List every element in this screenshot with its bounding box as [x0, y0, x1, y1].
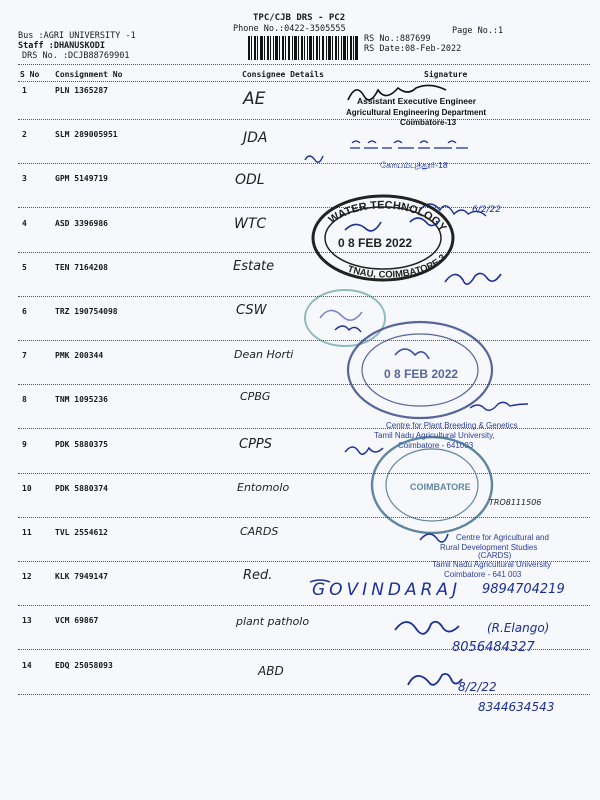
consignee-hand-7: Dean Horti	[234, 348, 294, 361]
row-sno: 13	[22, 616, 32, 625]
wtc-stamp-bottom: TNAU, COIMBATORE-3	[346, 252, 449, 281]
cpps-stamp-ring: COIMBATORE	[410, 482, 471, 492]
row-consignment: KLK 7949147	[55, 572, 108, 581]
row-consignment: PLN 1365287	[55, 86, 108, 95]
row-consignment: PDK 5880375	[55, 440, 108, 449]
col-signature: Signature	[424, 70, 468, 79]
consignee-hand-6: CSW	[236, 303, 267, 318]
row-sno: 5	[22, 263, 27, 272]
row-divider	[18, 517, 590, 518]
header-divider-top	[18, 64, 590, 65]
row-consignment: ASD 3396986	[55, 219, 108, 228]
consignee-hand-4: WTC	[234, 216, 267, 232]
consignee-hand-14: ABD	[258, 664, 284, 678]
rs-number: RS No.:887699	[364, 34, 431, 44]
row-sno: 12	[22, 572, 32, 581]
row13-phone: 8056484327	[452, 640, 535, 655]
staff-label: Staff :DHANUSKODI	[18, 41, 105, 51]
row-sno: 8	[22, 395, 27, 404]
cpps-stamp	[372, 437, 492, 533]
cpbg-stamp-line2: Tamil Nadu Agricultural University,	[374, 431, 495, 440]
consignee-hand-1: AE	[243, 89, 266, 109]
signature-row5	[445, 273, 501, 284]
row-divider	[18, 428, 590, 429]
drs-number: DRS No. :DCJB88769901	[22, 51, 130, 61]
phone-number: Phone No.:0422-3505555	[233, 24, 346, 34]
consignee-hand-9: CPPS	[239, 437, 273, 452]
row-sno: 2	[22, 130, 27, 139]
consignee-hand-2: JDA	[243, 130, 268, 146]
signature-row14	[408, 674, 462, 685]
csw-stamp	[305, 290, 385, 346]
row-sno: 14	[22, 661, 32, 670]
header-divider-bottom	[18, 81, 590, 82]
cards-stamp-line1: Centre for Agricultural and	[456, 533, 549, 542]
row10-note: TRO8111506	[489, 498, 542, 507]
row-consignment: VCM 69867	[55, 616, 99, 625]
signature-row2	[305, 156, 323, 162]
consignee-hand-8: CPBG	[240, 390, 271, 403]
row-divider	[18, 605, 590, 606]
cards-stamp-line4: Tamil Nadu Agricultural University	[432, 560, 552, 569]
row-divider	[18, 384, 590, 385]
cards-stamp-line3: (CARDS)	[478, 551, 512, 560]
consignee-hand-5: Estate	[233, 259, 275, 274]
doc-title: TPC/CJB DRS - PC2	[253, 13, 346, 23]
cards-stamp	[420, 533, 551, 579]
row-divider	[18, 561, 590, 562]
row-consignment: PDK 5880374	[55, 484, 108, 493]
cpbg-stamp-line1: Centre for Plant Breeding & Genetics	[386, 421, 518, 430]
barcode	[248, 36, 358, 60]
consignee-hand-12: Red.	[243, 568, 273, 583]
signature-row9	[345, 447, 383, 454]
row-consignment: TRZ 190754098	[55, 307, 118, 316]
row-divider	[18, 694, 590, 695]
row14-phone: 8344634543	[478, 700, 555, 714]
row-consignment: TNM 1095236	[55, 395, 108, 404]
jda-stamp-tamil-line1	[350, 141, 468, 148]
row12-name: GOVINDARAJ	[312, 580, 462, 600]
cards-stamp-line2: Rural Development Studies	[440, 543, 538, 552]
signature-row6	[335, 326, 361, 332]
row-sno: 7	[22, 351, 27, 360]
wtc-stamp-date: 0 8 FEB 2022	[338, 236, 413, 250]
row-divider	[18, 207, 590, 208]
signature-row13	[395, 622, 459, 634]
row-divider	[18, 163, 590, 164]
wtc-stamp-top: WATER TECHNOLOGY	[326, 199, 449, 234]
ae-stamp-line3: Coimbatore-13	[400, 118, 457, 127]
cards-stamp-line5: Coimbatore - 641 003	[444, 570, 522, 579]
row-consignment: TEN 7164208	[55, 263, 108, 272]
ae-stamp-line2: Agricultural Engineering Department	[346, 108, 487, 117]
row-sno: 11	[22, 528, 32, 537]
svg-text:WATER TECHNOLOGY	[327, 199, 449, 234]
col-sno: S No	[20, 70, 40, 79]
col-consignment: Consignment No	[55, 70, 123, 79]
row3-date: 6/2/22	[472, 205, 501, 215]
row-divider	[18, 340, 590, 341]
row-divider	[18, 119, 590, 120]
row-sno: 1	[22, 86, 27, 95]
row-divider	[18, 296, 590, 297]
consignee-hand-3: ODL	[235, 172, 265, 188]
row-consignment: PMK 200344	[55, 351, 104, 360]
row-divider	[18, 473, 590, 474]
signature-row1	[348, 85, 446, 100]
row-sno: 9	[22, 440, 27, 449]
row-divider	[18, 252, 590, 253]
row12-phone: 9894704219	[482, 582, 565, 597]
dean-stamp-date: 0 8 FEB 2022	[384, 367, 459, 381]
row-sno: 10	[22, 484, 32, 493]
row13-signature-name: (R.Elango)	[487, 621, 550, 635]
row-consignment: GPM 5149719	[55, 174, 108, 183]
row-consignment: TVL 2554612	[55, 528, 108, 537]
row-sno: 3	[22, 174, 27, 183]
wtc-stamp	[313, 196, 453, 281]
row-sno: 4	[22, 219, 27, 228]
signature-row3	[420, 204, 486, 216]
cpbg-stamp	[374, 402, 528, 450]
page-number: Page No.:1	[452, 26, 504, 36]
bus-label: Bus :AGRI UNIVERSITY -1	[18, 31, 136, 41]
rs-date: RS Date:08-Feb-2022	[364, 44, 462, 54]
cpbg-stamp-line3: Coimbatore - 641003	[398, 441, 474, 450]
row-consignment: EDQ 25058093	[55, 661, 113, 670]
row-consignment: SLM 289005951	[55, 130, 118, 139]
consignee-hand-11: CARDS	[240, 525, 279, 538]
ae-stamp-line1: Assistant Executive Engineer	[357, 96, 477, 106]
col-consignee: Consignee Details	[242, 70, 324, 79]
jda-stamp-line2: கோயம்புத்தூர்-18	[380, 160, 448, 170]
svg-text:TNAU, COIMBATORE-3	[346, 252, 448, 280]
row14-date: 8/2/22	[458, 680, 497, 694]
row-sno: 6	[22, 307, 27, 316]
consignee-hand-13: plant patholo	[236, 615, 310, 628]
dean-horti-stamp	[348, 322, 492, 418]
consignee-hand-10: Entomolo	[237, 481, 290, 494]
